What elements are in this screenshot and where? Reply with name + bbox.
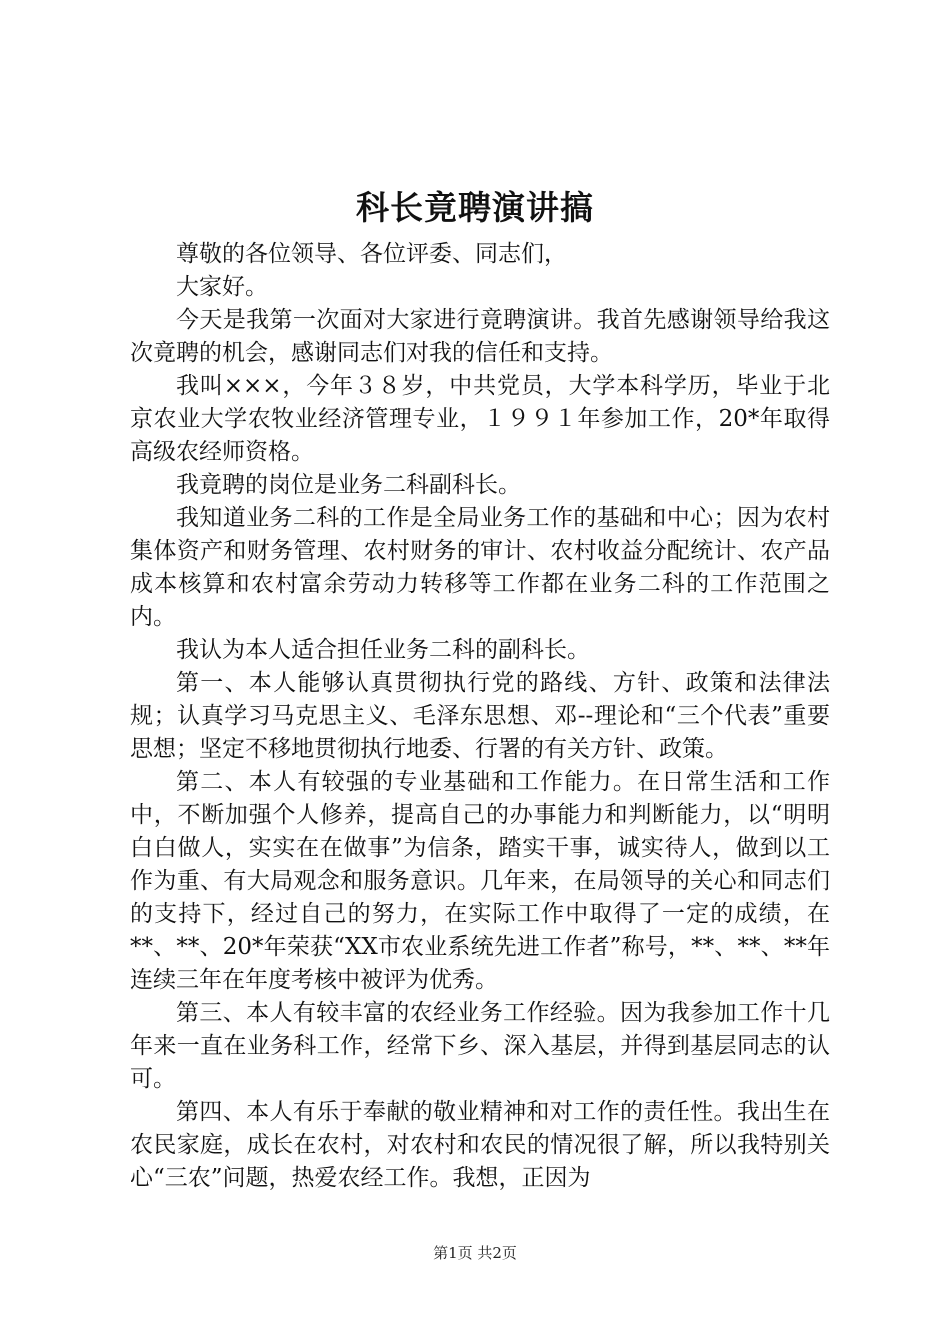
paragraph-intro: 今天是我第一次面对大家进行竟聘演讲。我首先感谢领导给我这次竟聘的机会，感谢同志们对我的信任和支持。: [130, 307, 830, 366]
paragraph-position: 我竟聘的岗位是业务二科副科长。: [176, 472, 521, 498]
paragraph-point-one: 第一、本人能够认真贯彻执行党的路线、方针、政策和法律法规；认真学习马克思主义、毛泽东思想、邓--理论和“三个代表”重要思想；坚定不移地贯彻执行地委、行署的有关方针、政策。: [130, 670, 830, 762]
paragraph-suitability: 我认为本人适合担任业务二科的副科长。: [176, 637, 590, 663]
paragraph-point-two: 第二、本人有较强的专业基础和工作能力。在日常生活和工作中，不断加强个人修养，提高自己的办事能力和判断能力，以“明明白白做人，实实在在做事”为信条，踏实干事，诚实待人，做到以工作为重、有大局观念和服务意识。几年来，在局领导的关心和同志们的支持下，经过自己的努力，在实际工作中取得了一定的成绩，在**、**、20*年荣获“XX市农业系统先进工作者”称号，**、**、**年连续三年在年度考核中被评为优秀。: [130, 769, 830, 993]
paragraph-self-intro: 我叫×××，今年３８岁，中共党员，大学本科学历，毕业于北京农业大学农牧业经济管理专业，１９９１年参加工作，20*年取得高级农经师资格。: [130, 373, 830, 465]
document-title: 科长竟聘演讲搞: [356, 188, 594, 227]
paragraph-department-role: 我知道业务二科的工作是全局业务工作的基础和中心；因为农村集体资产和财务管理、农村财务的审计、农村收益分配统计、农产品成本核算和农村富余劳动力转移等工作都在业务二科的工作范围之内。: [130, 505, 830, 630]
paragraph-point-three: 第三、本人有较丰富的农经业务工作经验。因为我参加工作十几年来一直在业务科工作，经常下乡、深入基层，并得到基层同志的认可。: [130, 1000, 830, 1092]
page-footer: 第1页 共2页: [433, 1244, 517, 1262]
document-body: [130, 238, 830, 1195]
paragraph-salutation: 尊敬的各位领导、各位评委、同志们，: [176, 241, 567, 267]
paragraph-point-four: 第四、本人有乐于奉献的敬业精神和对工作的责任性。我出生在农民家庭，成长在农村，对农村和农民的情况很了解，所以我特别关心“三农”问题，热爱农经工作。我想，正因为: [130, 1099, 830, 1191]
paragraph-greeting: 大家好。: [176, 274, 268, 300]
